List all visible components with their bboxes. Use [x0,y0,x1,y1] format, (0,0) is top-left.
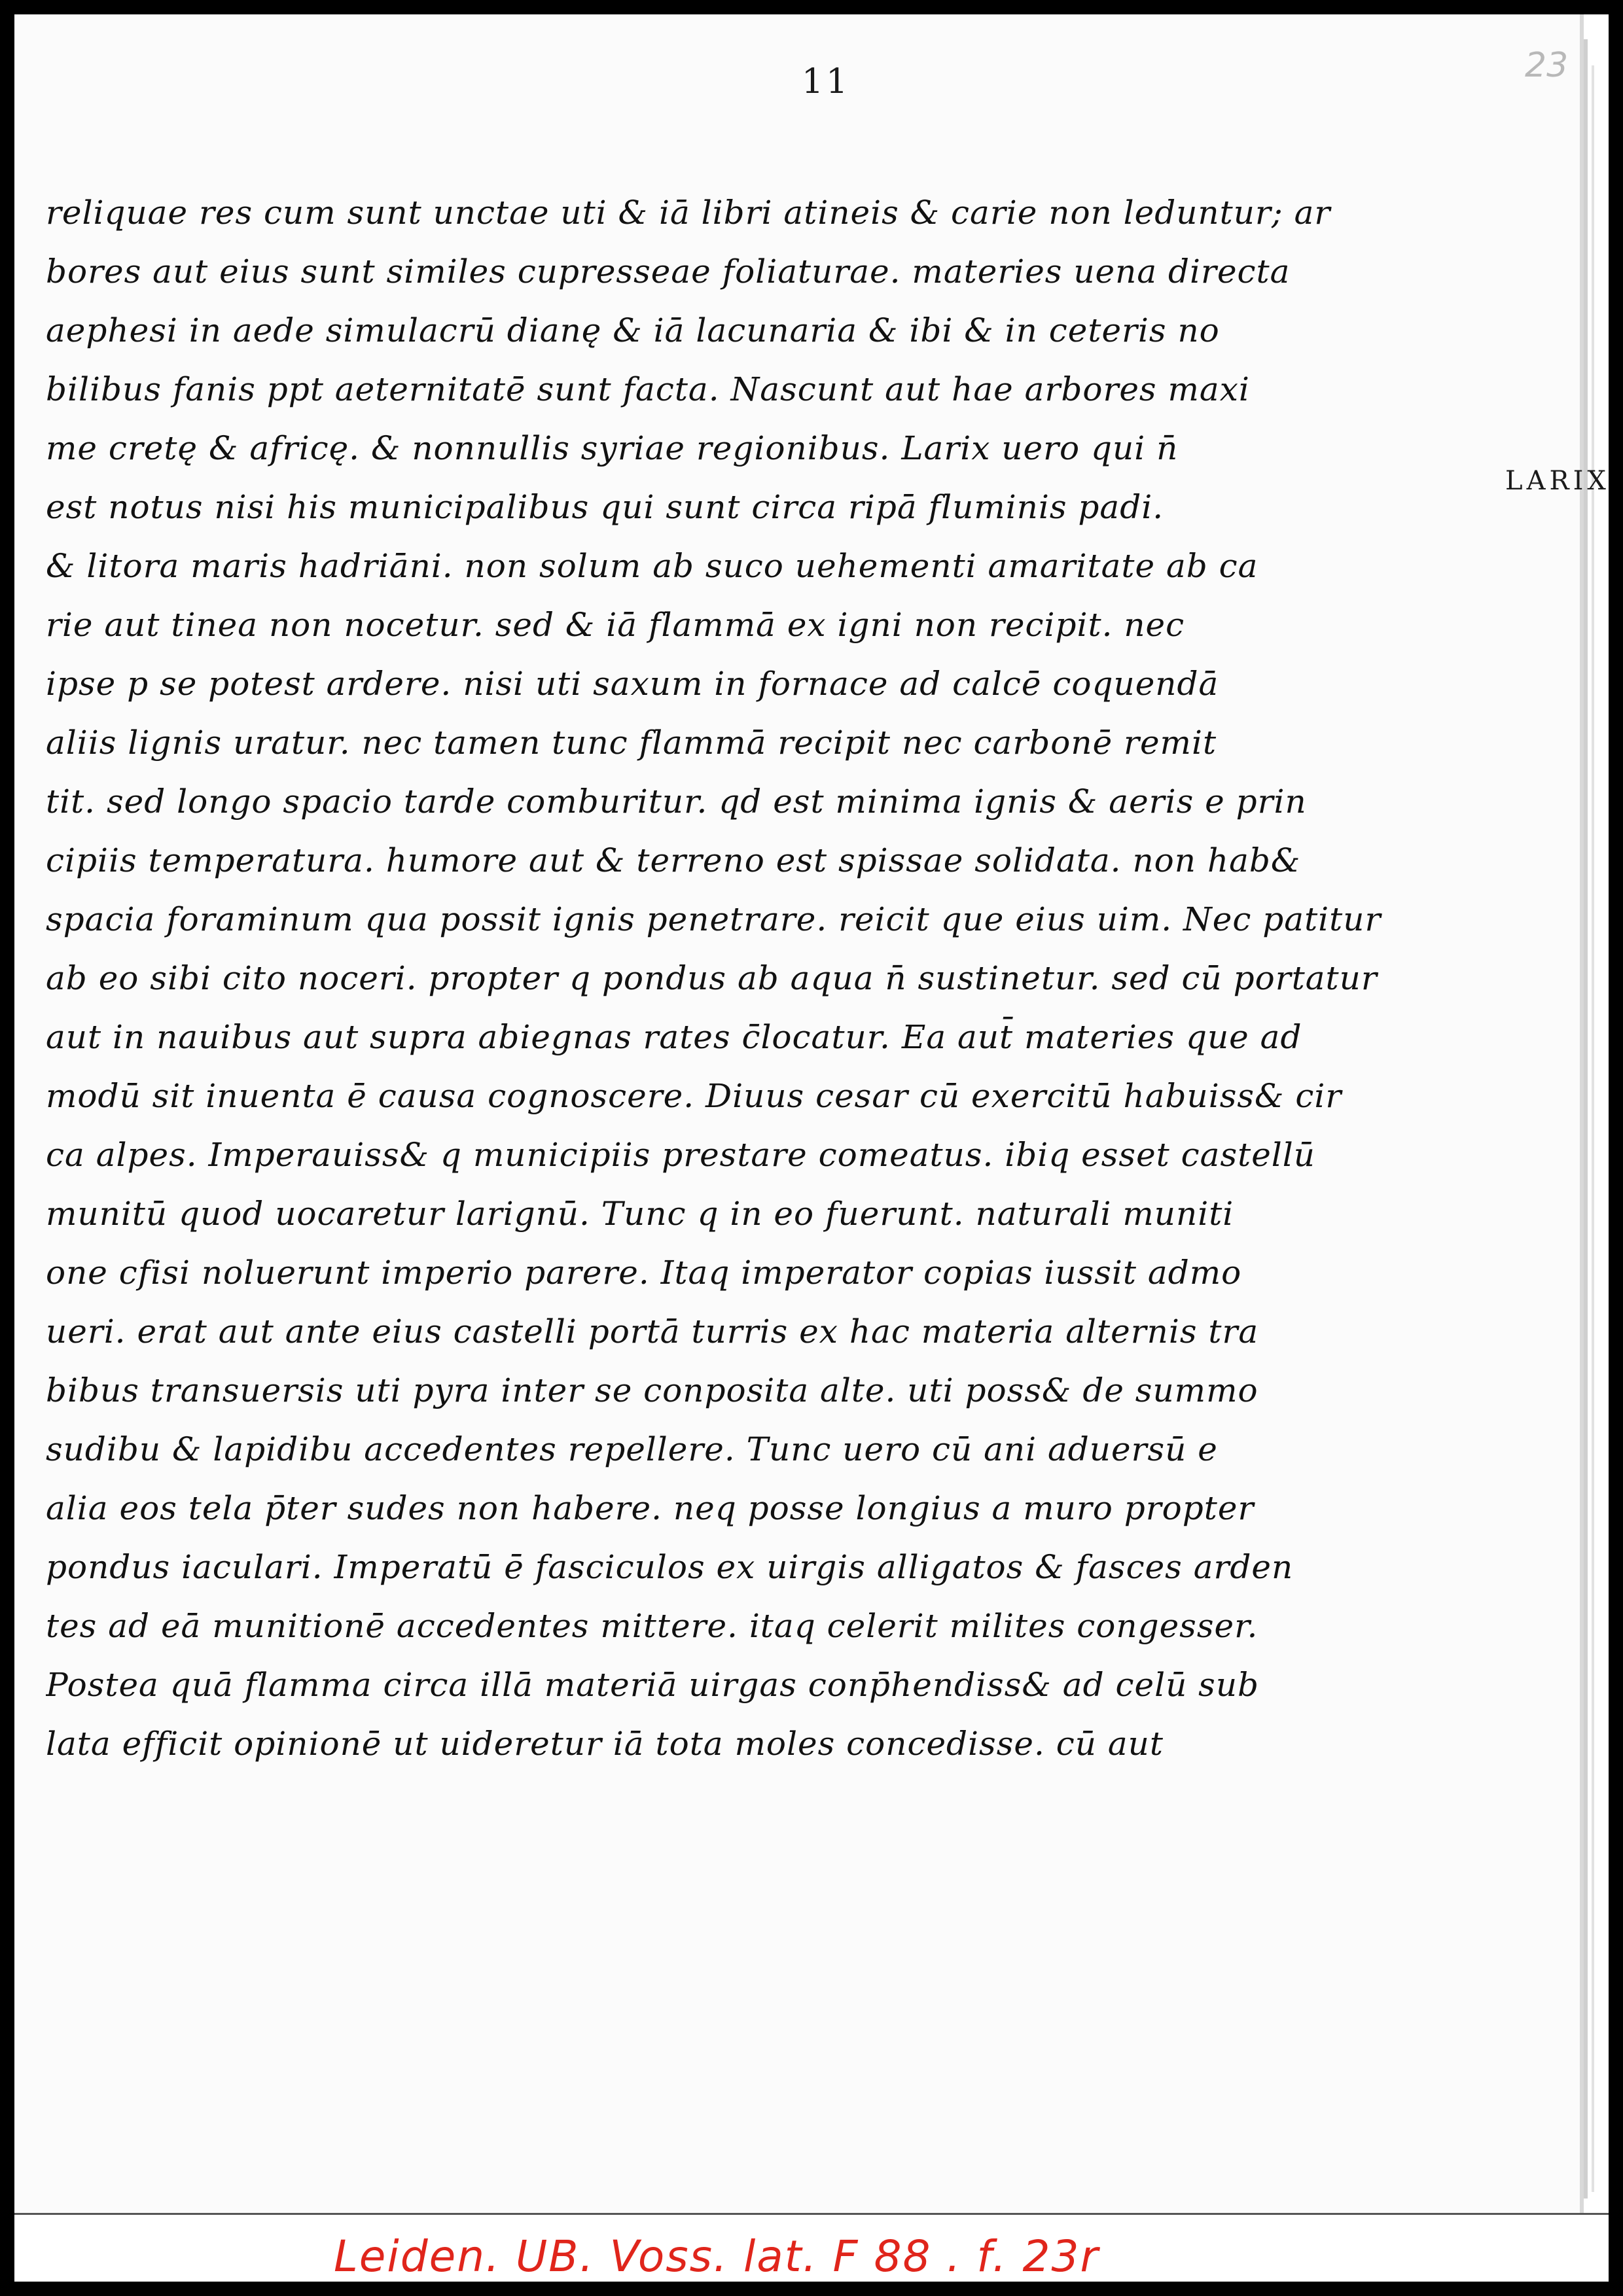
text-line: & litora maris hadriāni. non solum ab suco uehementi amaritate ab ca [46,547,1258,585]
pencil-folio-number: 23 [1525,46,1569,85]
folio-number: 11 [802,62,851,101]
text-line: pondus iaculari. Imperatū ē fasciculos ex uirgis alligatos & fasces arden [46,1548,1294,1586]
text-line: lata efficit opinionē ut uideretur iā tota moles concedisse. cū aut [46,1725,1164,1763]
text-line: est notus nisi his municipalibus qui sunt circa ripā fluminis padi. [46,488,1164,526]
text-line: ab eo sibi cito noceri. propter q pondus ab aqua n̄ sustinetur. sed cū portatur [46,959,1378,997]
text-line: ueri. erat aut ante eius castelli portā turris ex hac materia alternis tra [46,1313,1259,1351]
text-line: me cretę & africę. & nonnullis syriae regionibus. Larix uero qui n̄ [46,429,1179,467]
text-line: cipiis temperatura. humore aut & terreno est spissae solidata. non hab& [46,841,1301,879]
text-line: alia eos tela p̄ter sudes non habere. neq posse longius a muro propter [46,1489,1255,1527]
manuscript-text [46,183,1479,1773]
page-edge [1584,39,1588,2199]
text-line: aut in nauibus aut supra abiegnas rates c̄locatur. Ea aut̄ materies que ad [46,1018,1302,1056]
page-edge [1592,65,1594,2192]
text-line: aephesi in aede simulacrū dianę & iā lacunaria & ibi & in ceteris no [46,311,1220,349]
text-line: ca alpes. Imperauiss& q municipiis prestare comeatus. ibiq esset castellū [46,1136,1315,1174]
text-line: one cfisi noluerunt imperio parere. Itaq imperator copias iussit admo [46,1254,1242,1292]
text-line: bores aut eius sunt similes cupresseae foliaturae. materies uena directa [46,253,1291,291]
text-line: ipse p se potest ardere. nisi uti saxum in fornace ad calcē coquendā [46,665,1219,703]
text-line: spacia foraminum qua possit ignis penetrare. reicit que eius uim. Nec patitur [46,900,1382,938]
text-line: rie aut tinea non nocetur. sed & iā flammā ex igni non recipit. nec [46,606,1185,644]
text-line: Postea quā flamma circa illā materiā uirgas conp̄hendiss& ad celū sub [46,1666,1260,1704]
text-line: tes ad eā munitionē accedentes mittere. itaq celerit milites congesser. [46,1607,1258,1645]
text-line: bilibus fanis ppt aeternitatē sunt facta. Nascunt aut hae arbores maxi [46,370,1250,408]
shelfmark-annotation: Leiden. UB. Voss. lat. F 88 . f. 23r [334,2231,1099,2282]
text-line: munitū quod uocaretur larignū. Tunc q in eo fuerunt. naturali muniti [46,1195,1234,1233]
text-line: tit. sed longo spacio tarde comburitur. qd est minima ignis & aeris e prin [46,783,1307,821]
text-line: modū sit inuenta ē causa cognoscere. Diuus cesar cū exercitū habuiss& cir [46,1077,1342,1115]
marginal-note: LARIX [1505,466,1610,496]
leaf-bottom-edge [14,2213,1609,2215]
text-line: aliis lignis uratur. nec tamen tunc flammā recipit nec carbonē remit [46,724,1217,762]
text-line: sudibu & lapidibu accedentes repellere. Tunc uero cū ani aduersū e [46,1430,1218,1468]
text-line: bibus transuersis uti pyra inter se conposita alte. uti poss& de summo [46,1371,1258,1409]
text-line: reliquae res cum sunt unctae uti & iā libri atineis & carie non leduntur; ar [46,194,1331,232]
